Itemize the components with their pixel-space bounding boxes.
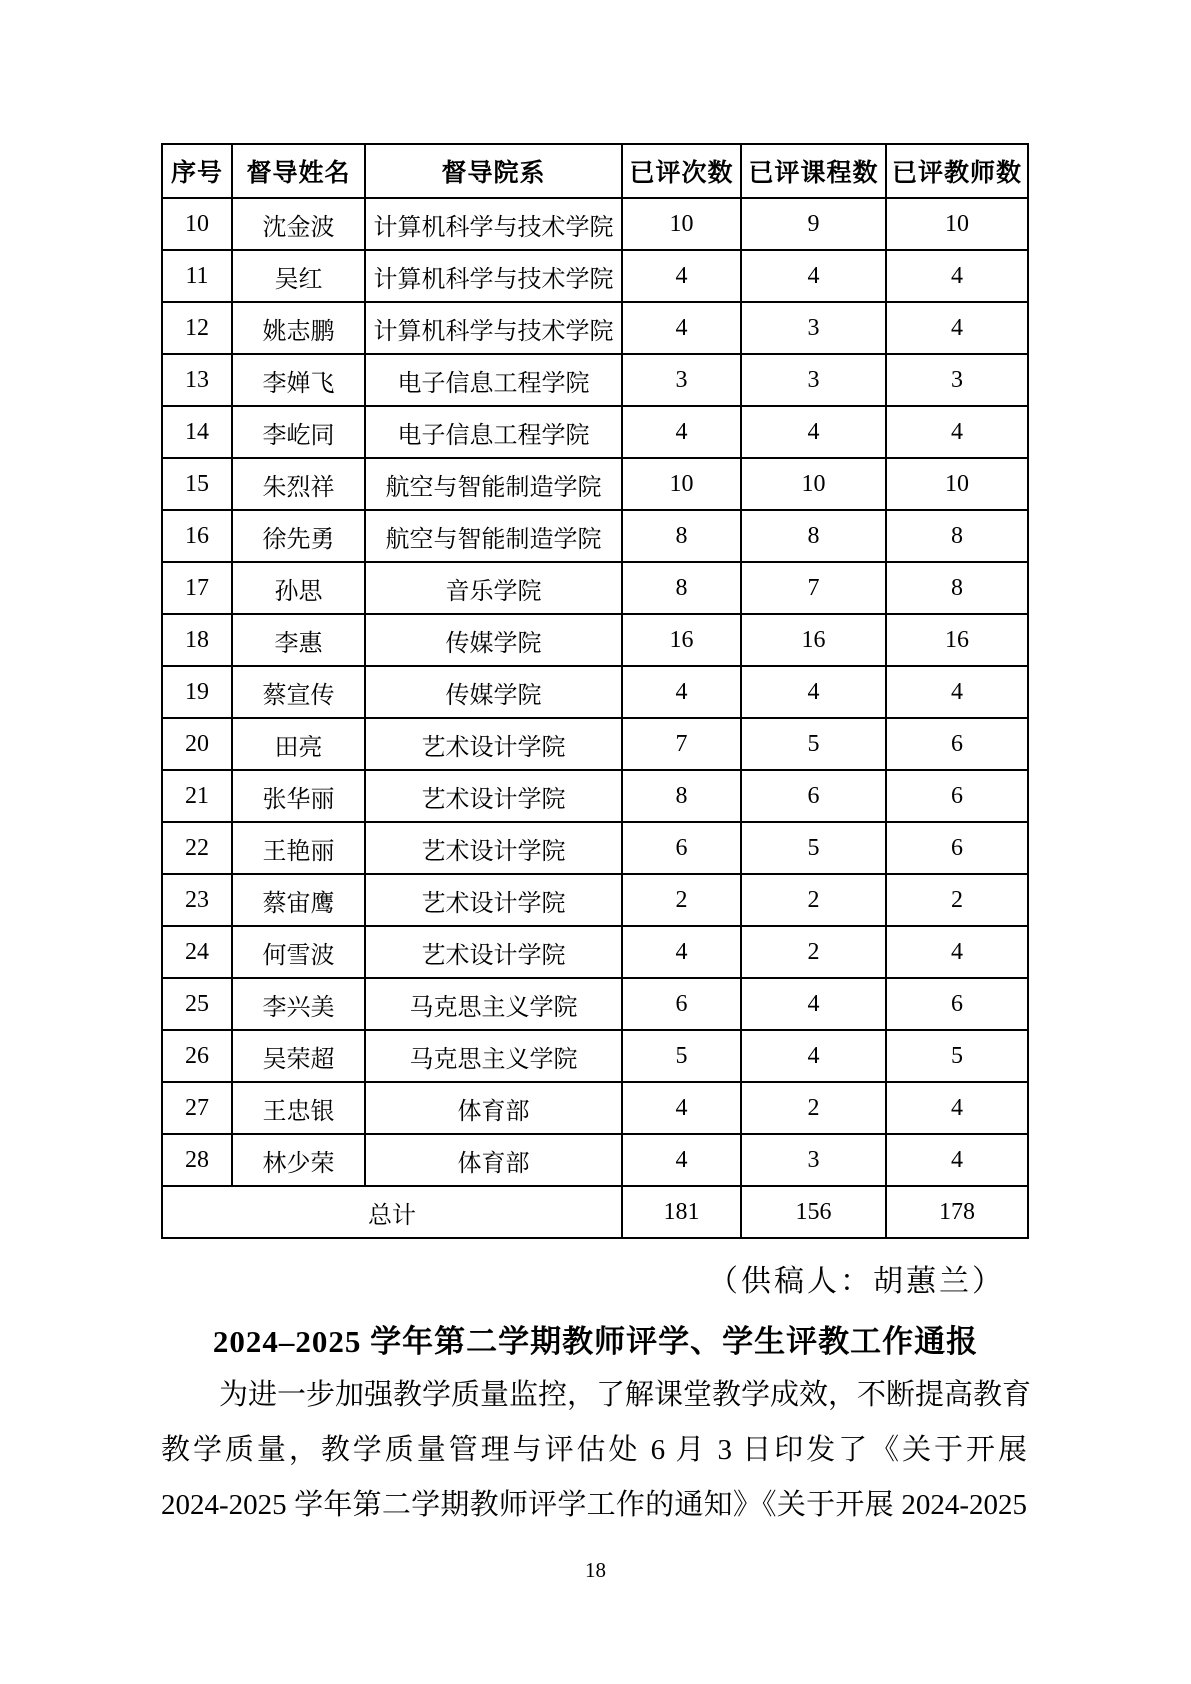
table-cell: 体育部 xyxy=(365,1082,622,1134)
total-evaluated-times: 181 xyxy=(622,1186,741,1238)
table-row xyxy=(162,770,1028,822)
table-cell: 4 xyxy=(886,926,1028,978)
table-cell: 10 xyxy=(162,198,232,250)
table-cell: 23 xyxy=(162,874,232,926)
table-cell: 3 xyxy=(622,354,741,406)
table-cell: 6 xyxy=(886,822,1028,874)
header-evaluated-times: 已评次数 xyxy=(622,144,741,198)
table-total-row xyxy=(162,1186,1028,1238)
table-row xyxy=(162,874,1028,926)
table-cell: 2 xyxy=(622,874,741,926)
table-header-row xyxy=(162,144,1028,198)
table-row xyxy=(162,458,1028,510)
table-cell: 21 xyxy=(162,770,232,822)
table-cell: 吴荣超 xyxy=(232,1030,365,1082)
table-cell: 8 xyxy=(622,510,741,562)
table-cell: 11 xyxy=(162,250,232,302)
table-cell: 20 xyxy=(162,718,232,770)
table-cell: 4 xyxy=(886,1082,1028,1134)
table-row xyxy=(162,406,1028,458)
supervision-evaluation-table xyxy=(161,143,1029,1239)
table-cell: 5 xyxy=(741,718,886,770)
table-cell: 3 xyxy=(741,1134,886,1186)
table-cell: 4 xyxy=(741,406,886,458)
paragraph-line-1: 为进一步加强教学质量监控，了解课堂教学成效，不断提高教育 xyxy=(219,1379,1032,1411)
paragraph-line-2: 教学质量，教学质量管理与评估处 6 月 3 日印发了《关于开展 xyxy=(161,1434,1027,1466)
total-evaluated-teachers: 178 xyxy=(886,1186,1028,1238)
table-cell: 27 xyxy=(162,1082,232,1134)
table-cell: 7 xyxy=(622,718,741,770)
table-cell: 4 xyxy=(622,1134,741,1186)
header-evaluated-teachers: 已评教师数 xyxy=(886,144,1028,198)
table-cell: 4 xyxy=(622,406,741,458)
table-cell: 6 xyxy=(886,718,1028,770)
table-cell: 李屹同 xyxy=(232,406,365,458)
table-body xyxy=(162,198,1028,1186)
header-supervisor-name: 督导姓名 xyxy=(232,144,365,198)
page-number: 18 xyxy=(585,1558,606,1582)
table-cell: 孙思 xyxy=(232,562,365,614)
table-cell: 航空与智能制造学院 xyxy=(365,458,622,510)
table-cell: 9 xyxy=(741,198,886,250)
table-cell: 4 xyxy=(741,978,886,1030)
table-cell: 4 xyxy=(886,1134,1028,1186)
table-cell: 19 xyxy=(162,666,232,718)
table-cell: 吴红 xyxy=(232,250,365,302)
table-cell: 艺术设计学院 xyxy=(365,874,622,926)
table-cell: 8 xyxy=(622,770,741,822)
table-cell: 18 xyxy=(162,614,232,666)
table-cell: 22 xyxy=(162,822,232,874)
table-row xyxy=(162,978,1028,1030)
header-supervisor-department: 督导院系 xyxy=(365,144,622,198)
table-row xyxy=(162,354,1028,406)
table-cell: 马克思主义学院 xyxy=(365,978,622,1030)
table-cell: 4 xyxy=(622,302,741,354)
table-row xyxy=(162,510,1028,562)
table-cell: 艺术设计学院 xyxy=(365,822,622,874)
table-cell: 2 xyxy=(741,926,886,978)
table-cell: 4 xyxy=(622,1082,741,1134)
table-cell: 6 xyxy=(886,770,1028,822)
table-cell: 8 xyxy=(886,562,1028,614)
table-cell: 16 xyxy=(162,510,232,562)
table-cell: 6 xyxy=(622,822,741,874)
table-row xyxy=(162,822,1028,874)
header-serial-number: 序号 xyxy=(162,144,232,198)
table-cell: 8 xyxy=(741,510,886,562)
table-cell: 6 xyxy=(622,978,741,1030)
table-cell: 10 xyxy=(622,458,741,510)
table-row xyxy=(162,198,1028,250)
table-cell: 3 xyxy=(886,354,1028,406)
table-cell: 4 xyxy=(886,406,1028,458)
table-cell: 蔡宙鹰 xyxy=(232,874,365,926)
table-cell: 5 xyxy=(622,1030,741,1082)
table-row xyxy=(162,250,1028,302)
table-cell: 体育部 xyxy=(365,1134,622,1186)
table-cell: 徐先勇 xyxy=(232,510,365,562)
table-cell: 何雪波 xyxy=(232,926,365,978)
table-cell: 王忠银 xyxy=(232,1082,365,1134)
table-cell: 2 xyxy=(741,1082,886,1134)
table-row xyxy=(162,666,1028,718)
table-cell: 李惠 xyxy=(232,614,365,666)
table-cell: 传媒学院 xyxy=(365,666,622,718)
table-cell: 艺术设计学院 xyxy=(365,770,622,822)
table-cell: 4 xyxy=(886,250,1028,302)
table-cell: 16 xyxy=(741,614,886,666)
table-cell: 10 xyxy=(741,458,886,510)
table-cell: 3 xyxy=(741,354,886,406)
table-cell: 4 xyxy=(741,1030,886,1082)
table-cell: 14 xyxy=(162,406,232,458)
table-cell: 计算机科学与技术学院 xyxy=(365,198,622,250)
table-row xyxy=(162,614,1028,666)
table-cell: 4 xyxy=(886,666,1028,718)
table-cell: 朱烈祥 xyxy=(232,458,365,510)
table-cell: 田亮 xyxy=(232,718,365,770)
table-cell: 10 xyxy=(886,198,1028,250)
table-cell: 10 xyxy=(886,458,1028,510)
table-cell: 蔡宣传 xyxy=(232,666,365,718)
table-cell: 5 xyxy=(886,1030,1028,1082)
header-evaluated-courses: 已评课程数 xyxy=(741,144,886,198)
table-cell: 4 xyxy=(741,666,886,718)
paragraph-line-3: 2024-2025 学年第二学期教师评学工作的通知》《关于开展 2024-2025 xyxy=(161,1489,1027,1521)
table-row xyxy=(162,562,1028,614)
table-cell: 15 xyxy=(162,458,232,510)
table-cell: 5 xyxy=(741,822,886,874)
table-cell: 沈金波 xyxy=(232,198,365,250)
table-cell: 17 xyxy=(162,562,232,614)
table-cell: 2 xyxy=(886,874,1028,926)
table-row xyxy=(162,302,1028,354)
table-row xyxy=(162,1082,1028,1134)
table-cell: 13 xyxy=(162,354,232,406)
table-cell: 7 xyxy=(741,562,886,614)
table-cell: 电子信息工程学院 xyxy=(365,406,622,458)
table-cell: 航空与智能制造学院 xyxy=(365,510,622,562)
table-cell: 24 xyxy=(162,926,232,978)
table-cell: 李婵飞 xyxy=(232,354,365,406)
table-row xyxy=(162,926,1028,978)
table-cell: 艺术设计学院 xyxy=(365,926,622,978)
section-title: 2024–2025 学年第二学期教师评学、学生评教工作通报 xyxy=(212,1324,979,1359)
table-cell: 12 xyxy=(162,302,232,354)
total-evaluated-courses: 156 xyxy=(741,1186,886,1238)
table-row xyxy=(162,718,1028,770)
table-cell: 8 xyxy=(622,562,741,614)
contributor-byline: （供稿人：胡蕙兰） xyxy=(708,1265,1005,1298)
table-cell: 26 xyxy=(162,1030,232,1082)
table-cell: 张华丽 xyxy=(232,770,365,822)
table-cell: 王艳丽 xyxy=(232,822,365,874)
total-label: 总计 xyxy=(162,1186,622,1238)
table-cell: 林少荣 xyxy=(232,1134,365,1186)
table-cell: 28 xyxy=(162,1134,232,1186)
table-cell: 6 xyxy=(886,978,1028,1030)
table-cell: 25 xyxy=(162,978,232,1030)
table-cell: 4 xyxy=(622,250,741,302)
table-cell: 6 xyxy=(741,770,886,822)
table-cell: 艺术设计学院 xyxy=(365,718,622,770)
table-cell: 3 xyxy=(741,302,886,354)
table-cell: 马克思主义学院 xyxy=(365,1030,622,1082)
table-cell: 16 xyxy=(886,614,1028,666)
table-cell: 4 xyxy=(622,666,741,718)
table-cell: 计算机科学与技术学院 xyxy=(365,302,622,354)
table-cell: 电子信息工程学院 xyxy=(365,354,622,406)
table-cell: 8 xyxy=(886,510,1028,562)
table-cell: 李兴美 xyxy=(232,978,365,1030)
table-cell: 2 xyxy=(741,874,886,926)
table-cell: 计算机科学与技术学院 xyxy=(365,250,622,302)
table-cell: 4 xyxy=(741,250,886,302)
table-cell: 音乐学院 xyxy=(365,562,622,614)
table-cell: 16 xyxy=(622,614,741,666)
table-cell: 传媒学院 xyxy=(365,614,622,666)
table-cell: 4 xyxy=(622,926,741,978)
table-cell: 4 xyxy=(886,302,1028,354)
table-cell: 10 xyxy=(622,198,741,250)
table-row xyxy=(162,1030,1028,1082)
table-cell: 姚志鹏 xyxy=(232,302,365,354)
table-row xyxy=(162,1134,1028,1186)
